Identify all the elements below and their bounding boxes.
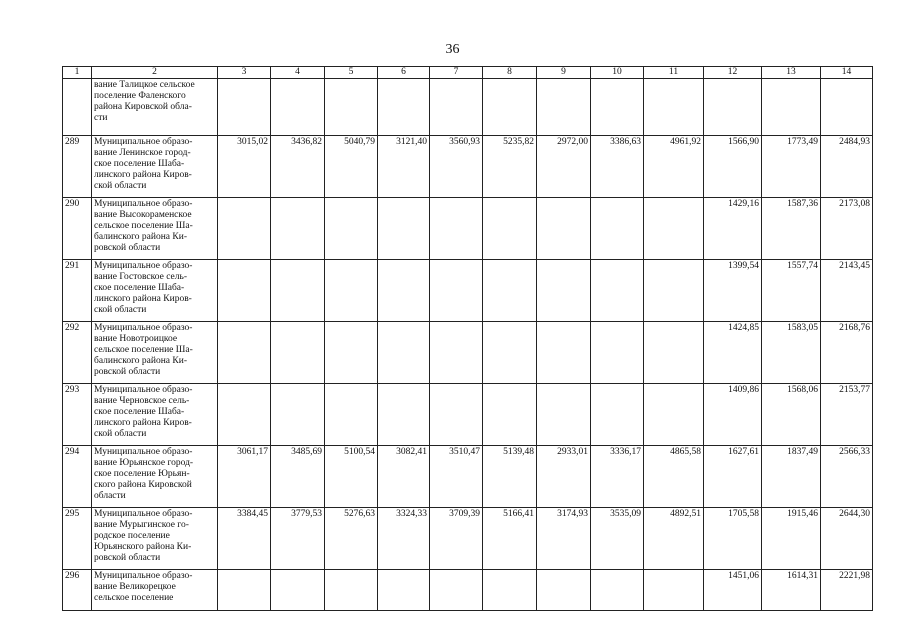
column-header: 1 bbox=[63, 67, 92, 79]
value-cell: 1837,49 bbox=[762, 446, 821, 508]
table-row bbox=[63, 136, 873, 198]
municipality-name: Муниципальное образо- вание Юрьянское город- ское поселение Юрьян- ского района Кировской области bbox=[92, 446, 218, 508]
municipality-name: Муниципальное образо- вание Ленинское город- ское поселение Шаба- линского района Киров- ской области bbox=[92, 136, 218, 198]
value-cell: 3082,41 bbox=[378, 446, 430, 508]
value-cell: 1429,16 bbox=[704, 198, 762, 260]
value-cell bbox=[378, 79, 430, 136]
value-cell: 3336,17 bbox=[591, 446, 644, 508]
value-cell bbox=[644, 570, 704, 611]
value-cell bbox=[644, 260, 704, 322]
column-header: 10 bbox=[591, 67, 644, 79]
value-cell bbox=[325, 322, 378, 384]
value-cell: 1566,90 bbox=[704, 136, 762, 198]
municipality-name: Муниципальное образо- вание Мурыгинское го- родское поселение Юрьянского района Ки- ровской области bbox=[92, 508, 218, 570]
value-cell bbox=[271, 384, 325, 446]
row-number bbox=[63, 79, 92, 136]
row-number: 296 bbox=[63, 570, 92, 611]
value-cell: 3485,69 bbox=[271, 446, 325, 508]
value-cell: 3535,09 bbox=[591, 508, 644, 570]
value-cell: 1915,46 bbox=[762, 508, 821, 570]
value-cell: 3560,93 bbox=[430, 136, 483, 198]
value-cell: 1627,61 bbox=[704, 446, 762, 508]
value-cell: 3436,82 bbox=[271, 136, 325, 198]
value-cell bbox=[430, 79, 483, 136]
value-cell: 1773,49 bbox=[762, 136, 821, 198]
value-cell bbox=[591, 322, 644, 384]
column-header: 3 bbox=[218, 67, 271, 79]
row-number: 289 bbox=[63, 136, 92, 198]
column-header: 6 bbox=[378, 67, 430, 79]
value-cell bbox=[218, 260, 271, 322]
value-cell bbox=[591, 570, 644, 611]
value-cell bbox=[644, 384, 704, 446]
row-number: 290 bbox=[63, 198, 92, 260]
column-header: 7 bbox=[430, 67, 483, 79]
value-cell: 3121,40 bbox=[378, 136, 430, 198]
value-cell bbox=[430, 384, 483, 446]
value-cell: 2484,93 bbox=[821, 136, 873, 198]
value-cell: 5166,41 bbox=[483, 508, 537, 570]
value-cell bbox=[591, 260, 644, 322]
value-cell bbox=[483, 384, 537, 446]
municipality-name: Муниципальное образо- вание Новотроицкое сельское поселение Ша- балинского района Ки- ровской области bbox=[92, 322, 218, 384]
value-cell bbox=[378, 570, 430, 611]
value-cell bbox=[821, 79, 873, 136]
value-cell bbox=[430, 198, 483, 260]
page-number: 36 bbox=[445, 42, 460, 57]
value-cell: 2153,77 bbox=[821, 384, 873, 446]
value-cell: 5040,79 bbox=[325, 136, 378, 198]
value-cell bbox=[483, 260, 537, 322]
row-number: 293 bbox=[63, 384, 92, 446]
value-cell bbox=[591, 79, 644, 136]
value-cell: 1409,86 bbox=[704, 384, 762, 446]
value-cell bbox=[271, 260, 325, 322]
value-cell bbox=[325, 79, 378, 136]
value-cell: 3015,02 bbox=[218, 136, 271, 198]
table-row bbox=[63, 570, 873, 611]
value-cell bbox=[271, 570, 325, 611]
table-row bbox=[63, 260, 873, 322]
value-cell bbox=[704, 79, 762, 136]
column-header: 13 bbox=[762, 67, 821, 79]
table-row bbox=[63, 322, 873, 384]
value-cell bbox=[325, 570, 378, 611]
value-cell: 5235,82 bbox=[483, 136, 537, 198]
value-cell: 5100,54 bbox=[325, 446, 378, 508]
value-cell: 2173,08 bbox=[821, 198, 873, 260]
value-cell bbox=[218, 384, 271, 446]
value-cell bbox=[325, 198, 378, 260]
value-cell bbox=[644, 322, 704, 384]
value-cell: 1399,54 bbox=[704, 260, 762, 322]
value-cell bbox=[644, 79, 704, 136]
value-cell: 2566,33 bbox=[821, 446, 873, 508]
value-cell: 3061,17 bbox=[218, 446, 271, 508]
value-cell bbox=[218, 322, 271, 384]
row-number: 294 bbox=[63, 446, 92, 508]
value-cell: 3384,45 bbox=[218, 508, 271, 570]
value-cell: 1557,74 bbox=[762, 260, 821, 322]
value-cell bbox=[378, 384, 430, 446]
value-cell bbox=[378, 322, 430, 384]
value-cell bbox=[483, 322, 537, 384]
value-cell bbox=[271, 79, 325, 136]
value-cell bbox=[325, 260, 378, 322]
municipality-name: Муниципальное образо- вание Великорецкое сельское поселение bbox=[92, 570, 218, 611]
value-cell bbox=[537, 322, 591, 384]
value-cell: 5276,63 bbox=[325, 508, 378, 570]
value-cell bbox=[271, 322, 325, 384]
value-cell: 1583,05 bbox=[762, 322, 821, 384]
municipality-name: Муниципальное образо- вание Высокораменское сельское поселение Ша- балинского района Ки- ровской области bbox=[92, 198, 218, 260]
table-body bbox=[63, 79, 873, 611]
table-row bbox=[63, 198, 873, 260]
value-cell: 4961,92 bbox=[644, 136, 704, 198]
value-cell bbox=[762, 79, 821, 136]
value-cell: 1587,36 bbox=[762, 198, 821, 260]
header-row bbox=[63, 67, 873, 79]
value-cell bbox=[591, 198, 644, 260]
value-cell bbox=[378, 198, 430, 260]
value-cell bbox=[483, 570, 537, 611]
value-cell bbox=[430, 322, 483, 384]
value-cell: 1614,31 bbox=[762, 570, 821, 611]
table-row bbox=[63, 79, 873, 136]
column-header: 12 bbox=[704, 67, 762, 79]
value-cell: 4892,51 bbox=[644, 508, 704, 570]
value-cell: 3324,33 bbox=[378, 508, 430, 570]
municipality-name: вание Талицкое сельское поселение Фаленского района Кировской обла- сти bbox=[92, 79, 218, 136]
value-cell: 3779,53 bbox=[271, 508, 325, 570]
value-cell bbox=[218, 79, 271, 136]
value-cell: 2933,01 bbox=[537, 446, 591, 508]
value-cell bbox=[325, 384, 378, 446]
column-header: 8 bbox=[483, 67, 537, 79]
row-number: 292 bbox=[63, 322, 92, 384]
column-header: 5 bbox=[325, 67, 378, 79]
value-cell: 3174,93 bbox=[537, 508, 591, 570]
value-cell bbox=[218, 198, 271, 260]
value-cell: 1568,06 bbox=[762, 384, 821, 446]
row-number: 291 bbox=[63, 260, 92, 322]
value-cell bbox=[537, 260, 591, 322]
value-cell bbox=[271, 198, 325, 260]
value-cell: 1451,06 bbox=[704, 570, 762, 611]
value-cell bbox=[430, 260, 483, 322]
value-cell bbox=[483, 198, 537, 260]
value-cell: 2644,30 bbox=[821, 508, 873, 570]
value-cell bbox=[378, 260, 430, 322]
value-cell: 2143,45 bbox=[821, 260, 873, 322]
value-cell: 2972,00 bbox=[537, 136, 591, 198]
municipality-name: Муниципальное образо- вание Черновское сель- ское поселение Шаба- линского района Киров- ской области bbox=[92, 384, 218, 446]
column-header: 2 bbox=[92, 67, 218, 79]
value-cell bbox=[644, 198, 704, 260]
value-cell: 3510,47 bbox=[430, 446, 483, 508]
value-cell: 3709,39 bbox=[430, 508, 483, 570]
value-cell: 2221,98 bbox=[821, 570, 873, 611]
municipality-name: Муниципальное образо- вание Гостовское сель- ское поселение Шаба- линского района Киров- ской области bbox=[92, 260, 218, 322]
column-header: 4 bbox=[271, 67, 325, 79]
value-cell bbox=[430, 570, 483, 611]
value-cell bbox=[537, 570, 591, 611]
value-cell: 1424,85 bbox=[704, 322, 762, 384]
table-row bbox=[63, 384, 873, 446]
value-cell: 3386,63 bbox=[591, 136, 644, 198]
table-row bbox=[63, 446, 873, 508]
value-cell: 5139,48 bbox=[483, 446, 537, 508]
value-cell bbox=[218, 570, 271, 611]
value-cell bbox=[537, 79, 591, 136]
value-cell bbox=[591, 384, 644, 446]
column-header: 14 bbox=[821, 67, 873, 79]
value-cell: 1705,58 bbox=[704, 508, 762, 570]
row-number: 295 bbox=[63, 508, 92, 570]
column-header: 9 bbox=[537, 67, 591, 79]
table-row bbox=[63, 508, 873, 570]
value-cell bbox=[483, 79, 537, 136]
value-cell: 2168,76 bbox=[821, 322, 873, 384]
data-table bbox=[62, 66, 873, 611]
column-header: 11 bbox=[644, 67, 704, 79]
value-cell: 4865,58 bbox=[644, 446, 704, 508]
value-cell bbox=[537, 198, 591, 260]
value-cell bbox=[537, 384, 591, 446]
